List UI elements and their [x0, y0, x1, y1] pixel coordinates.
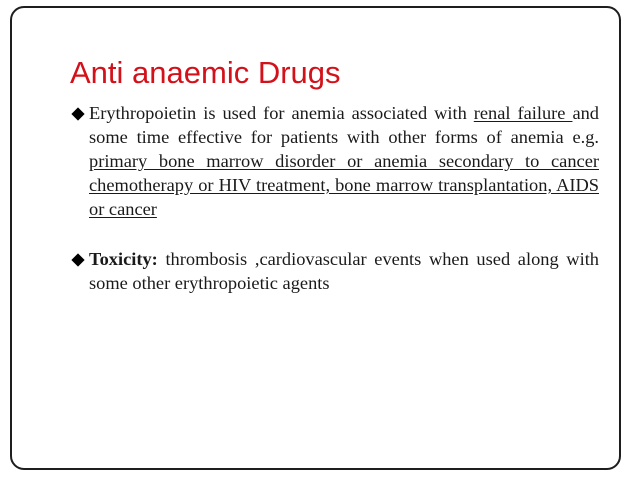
bullet-text: Erythropoietin is used for anemia associated with — [89, 103, 474, 123]
bullet-toxicity — [72, 247, 599, 295]
underlined-conditions: primary bone marrow disorder or anemia secondary to cancer chemotherapy or HIV treatment, bone marrow transplantation, AIDS or cancer — [89, 151, 599, 219]
toxicity-text: thrombosis ,cardiovascular events when used along with some other erythropoietic agents — [89, 249, 599, 293]
toxicity-label: Toxicity: — [89, 249, 158, 269]
bullet-text: and some time effective for patients with other forms of anemia e.g. — [89, 103, 599, 147]
bullet-erythropoietin — [72, 101, 599, 221]
bullet-list — [72, 101, 599, 295]
slide-title: Anti anaemic Drugs — [70, 55, 341, 90]
bullet-diamond-icon — [71, 107, 84, 120]
bullet-diamond-icon — [71, 253, 84, 266]
underlined-term-renal-failure: renal failure — [473, 103, 573, 123]
